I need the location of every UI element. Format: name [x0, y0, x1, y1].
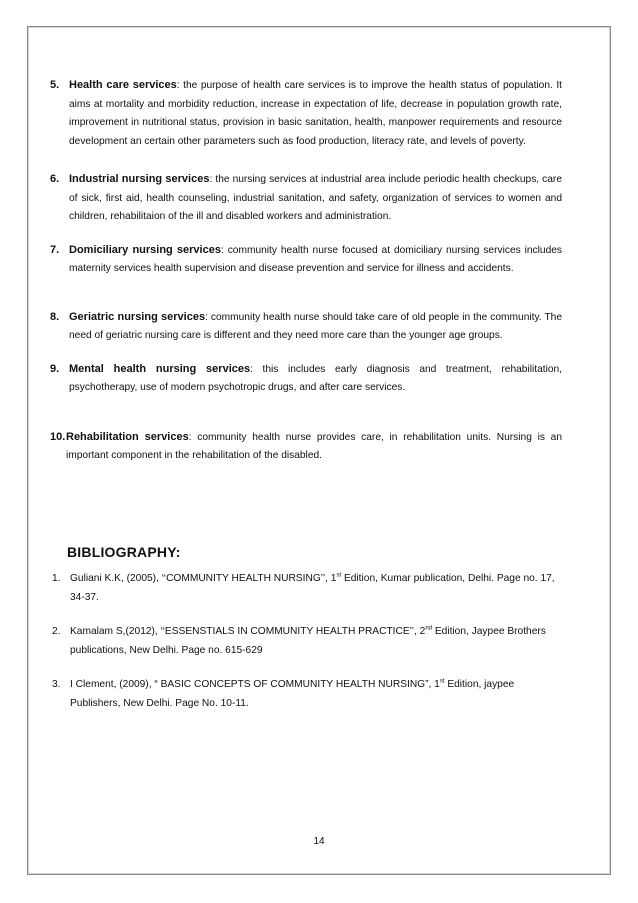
item-text: : the nursing services at industrial area include periodic health checkups, care of sick, first aid, health counseling, industrial sanitation, and safety, organization of services to women and children, rehabilitaion of the ill and disabled workers and administration. [69, 174, 562, 222]
bibliography-heading: BIBLIOGRAPHY: [67, 544, 181, 560]
page-number: 14 [313, 836, 325, 847]
item-text: : community health nurse focused at domiciliary nursing services includes maternity services health supervision and disease prevention and service for illness and accidents. [69, 244, 562, 274]
entry-superscript: st [336, 572, 342, 579]
item-number: 6. [50, 173, 60, 185]
item-title: Mental health nursing services [69, 362, 251, 375]
list-item-industrial [50, 170, 562, 227]
services-list [50, 76, 562, 466]
entry-text: I Clement, (2009), “ BASIC CONCEPTS OF COMMUNITY HEALTH NURSING”, 1 [70, 679, 440, 690]
item-title: Industrial nursing services [69, 173, 210, 185]
item-number: 5. [50, 79, 60, 91]
list-item-geriatric [50, 308, 562, 346]
bibliography-entry [50, 570, 562, 607]
entry-number: 3. [52, 679, 61, 690]
bibliography-entry [50, 623, 562, 660]
item-title: Domiciliary nursing services [69, 243, 221, 256]
entry-superscript: nd [425, 625, 433, 632]
entry-text: Kamalam S,(2012), ‘‘ESSENSTIALS IN COMMUNITY HEALTH PRACTICE’’, 2 [70, 626, 426, 637]
item-title: Rehabilitation services [66, 430, 189, 443]
entry-text-rest: Edition, jaypee Publishers, New Delhi. Page No. 10-11. [70, 679, 515, 709]
entry-number: 1. [52, 573, 61, 584]
item-number: 7. [50, 243, 60, 256]
item-text: : community health nurse provides care, in rehabilitation units. Nursing is an important component in the rehabilitation of the disabled. [66, 431, 562, 461]
entry-text-rest: Edition, Kumar publication, Delhi. Page no. 17, 34-37. [70, 573, 555, 603]
list-item-health-care [50, 76, 562, 151]
entry-superscript: st [439, 678, 445, 685]
entry-text-rest: Edition, Jaypee Brothers publications, New Delhi. Page no. 615-629 [70, 626, 546, 656]
list-item-domiciliary [50, 241, 562, 279]
list-item-rehabilitation [50, 428, 562, 466]
item-number: 9. [50, 362, 60, 375]
item-text: : this includes early diagnosis and treatment, rehabilitation, psychotherapy, use of modern psychotropic drugs, and after care services. [69, 363, 562, 393]
item-number: 10. [50, 430, 66, 443]
item-number: 8. [50, 310, 60, 323]
item-title: Geriatric nursing services [69, 310, 206, 323]
bibliography-entry [50, 676, 562, 713]
item-text: : the purpose of health care services is to improve the health status of population. It aims at mortality and morbidity reduction, increase in expectation of life, decrease in population growth rate, improvement in nutritional status, provision in basic sanitation, health, manpower requirements and resource development an certain other parameters such as food production, literacy rate, and levels of poverty. [69, 80, 562, 147]
entry-text: Guliani K.K, (2005), ‘‘COMMUNITY HEALTH NURSING’’, 1 [70, 573, 337, 584]
bibliography-list [50, 570, 562, 713]
list-item-mental-health [50, 360, 562, 398]
item-title: Health care services [69, 79, 177, 91]
item-text: : community health nurse should take care of old people in the community. The need of geriatric nursing care is different and they need more care than the younger age groups. [69, 311, 562, 341]
entry-number: 2. [52, 626, 61, 637]
